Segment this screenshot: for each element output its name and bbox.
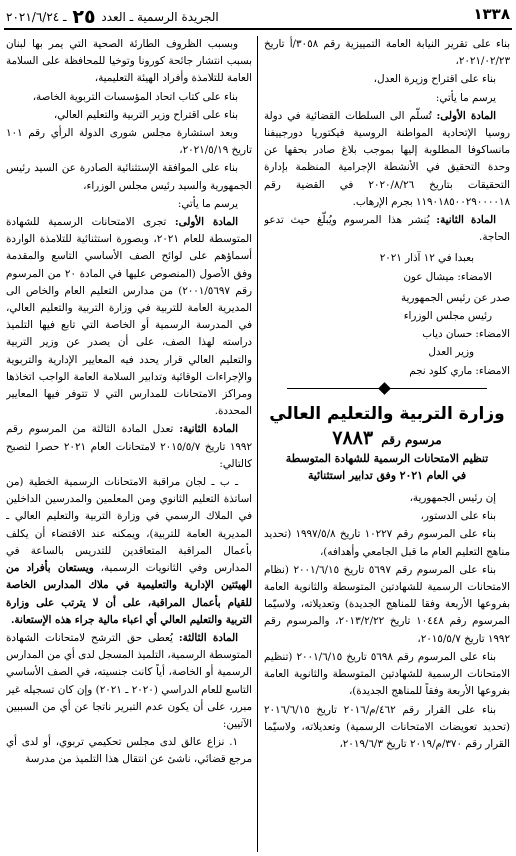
preamble-paragraph: بناء على المرسوم رقم ٥٦٩٧ تاريخ ٢٠٠١/٦/١٥ (نظام الامتحانات الرسمية للشهادتين المتوسطة والثانوية العامة بفروعها الأربعة وفقا للمناهج الجديدة) وتعديلاته، ولاسيّما المرسوم رقم ١٠٤٤٨ تاريخ ٢٠١٣/٢/٢٢، والمرسوم رقم ١٩٩٢ تاريخ ٢٠١٥/٥/٧، xyxy=(264,563,510,645)
gazette-prefix: الجريدة الرسمية ـ العدد xyxy=(101,10,219,24)
decree-number-heading xyxy=(264,428,510,450)
preamble-paragraph: بناء على الموافقة الإستثنائية الصادرة عن السيد رئيس الجمهورية والسيد رئيس مجلس الوزراء، xyxy=(6,162,252,192)
justice-minister-signature: الامضاء: ماري كلود نجم xyxy=(409,364,510,377)
intro-paragraph: بناء على تقرير النيابة العامة التمييزية رقم ٣٠٥٨/أ تاريخ ٢٠٢١/٠٢/٢٣، xyxy=(264,38,510,68)
preamble-paragraph: وبعد استشارة مجلس شورى الدولة الرأي رقم ١٠١ تاريخ ٢٠٢١/٥/١٩، xyxy=(6,127,252,157)
left-column xyxy=(6,36,252,852)
pm-signature: الامضاء: حسان دياب xyxy=(422,328,510,341)
ministry-heading: وزارة التربية والتعليم العالي xyxy=(269,404,505,425)
article-text: يُنشر هذا المرسوم ويُبلّغ حيث تدعو الحاجة. xyxy=(264,214,510,244)
issue-number: ٢٥ xyxy=(72,6,96,28)
article-text: تُسلّم الى السلطات القضائية في دولة روسيا الإتحادية المواطنة الروسية فيكتوريا دورجييفنا مانساكوفا المطلوبة إليها بموجب بلاغ صادر بحقها عن وحدة التحقيق في الأنشطة الإجرامية المنظمة بإدارة التحقيقات بتاريخ ٢٠٢٠/٨/٢٦ في القضية رقم ١١٩٠١٨٥٠٠٢٩٠٠٠٠١٨ بجرم الإرهاب. xyxy=(264,109,510,208)
article-label: المادة الأولى: xyxy=(436,109,496,122)
page-header xyxy=(0,0,516,30)
clause-amendment-text: ويستعان بأفراد من الهيئتين الإدارية والتعليمية في ملاك المدارس الخاصة للقيام بأعمال المراقبة، على أن لا يترتب على وزارة التربية والتعليم العالي أي اعباء مالية جراء هذه الإستعانة. xyxy=(6,562,252,626)
right-column xyxy=(264,36,510,852)
preamble-paragraph: بناء على المرسوم رقم ٥٦٩٨ تاريخ ٢٠٠١/٦/١٥ (تنظيم الامتحانات الرسمية للشهادتين المتوسطة والثانوية العامة بفروعها الأربعة وفقاً للمناهج الجديدة)، xyxy=(264,650,510,698)
issued-by: صدر عن رئيس الجمهورية xyxy=(400,291,510,304)
decrees-line: يرسم ما يأتي: xyxy=(435,91,496,104)
article-1 xyxy=(6,214,252,420)
article-text: تعدل المادة الثالثة من المرسوم رقم ١٩٩٢ تاريخ ٢٠١٥/٥/٧ لامتحانات العام ٢٠٢١ حصرا لتصبح كالتالي: xyxy=(6,423,252,470)
preamble-paragraph: بناء على المرسوم رقم ١٠٢٢٧ تاريخ ١٩٩٧/٥/٨ (تحديد مناهج التعليم العام ما قبل الجامعي وأهدافه)، xyxy=(264,528,510,558)
justice-minister-title: وزير العدل xyxy=(428,346,474,359)
article-2 xyxy=(6,421,252,473)
article-1 xyxy=(264,108,510,211)
preamble-paragraph: بناء على الدستور، xyxy=(420,510,496,523)
president-signature: الامضاء: ميشال عون xyxy=(403,270,492,283)
separator-ornament xyxy=(287,384,487,394)
sign-date: بعبدا في ١٢ آذار ٢٠٢١ xyxy=(379,252,474,265)
decree-number: ٧٨٨٣ xyxy=(332,427,374,450)
header-rule xyxy=(4,28,512,30)
decree-title: تنظيم الامتحانات الرسمية للشهادة المتوسطة xyxy=(285,452,489,466)
gazette-title xyxy=(6,6,219,28)
decree-label: مرسوم رقم xyxy=(381,433,442,448)
preamble-paragraph: بناء على كتاب اتحاد المؤسسات التربوية الخاصة، xyxy=(32,90,238,103)
decree-title: في العام ٢٠٢١ وفق تدابير استثنائية xyxy=(307,469,467,483)
preamble-paragraph: بناء على اقتراح وزير التربية والتعليم العالي، xyxy=(53,108,238,121)
article-2-clause-b xyxy=(6,474,252,629)
clause-text: ـ ب ـ لجان مراقبة الامتحانات الرسمية الخطية (من اساتذة التعليم الثانوي ومن المعلمين والمدرسين الداخلين في الملاك الرسمي في وزارة التربية والتعليم العالي ـ المديرية العامة للتربية)، ويمكنه عند الاقتضاء أن يكلف بأعمال المراقبة المتعاقدين للتدريس بالساعة في المدارس وفي الثانويات الرسمية، xyxy=(6,476,252,575)
gazette-date: ـ ٢٠٢١/٦/٢٤ xyxy=(6,10,67,24)
section-separator xyxy=(264,383,510,400)
article-label: المادة الأولى: xyxy=(174,216,238,229)
intro-paragraph: بناء على اقتراح وزيرة العدل، xyxy=(373,73,496,86)
pm-title: رئيس مجلس الوزراء xyxy=(403,310,492,323)
article-label: المادة الثانية: xyxy=(179,423,238,436)
decrees-line: يرسم ما يأتي: xyxy=(177,197,238,210)
article-text: تجرى الامتحانات الرسمية للشهادة المتوسطة للعام ٢٠٢١، وبصورة استثنائية للتلامذة الواردة أسماؤهم على لوائح الصف الأساسي التاسع والمقدمة وفق الأصول (المنصوص عليها في المادة ٢٠ من المرسوم رقم ٢٠٠١/٥٦٩٧) من مدارس التعليم العام والخاص الى المديرية العامة للتربية في وزارة التربية والتعليم العالي، في المدرسة الرسمية أو الخاصة التي تابع فيها التلميذ دراسته لهذا الصف، على أن يصدر عن وزير التربية والتعليم العالي قرار يحدد فيه المعايير الإدارية والتربوية والإجراءات الوقائية وتدابير السلامة العامة الواجب اتخاذها ومراكز الامتحانات للمدارس التي لا تتوفر فيها المعايير المحددة. xyxy=(6,216,252,418)
article-3-item-1: ١. نزاع عالق لدى مجلس تحكيمي تربوي، أو لدى أي مرجع قضائي، ناشئ عن انتقال هذا التلميذ من مدرسة xyxy=(6,736,252,766)
preamble-paragraph: إن رئيس الجمهورية، xyxy=(409,492,496,505)
article-label: المادة الثالثة: xyxy=(178,631,238,644)
article-3 xyxy=(6,630,252,733)
column-divider xyxy=(257,36,258,852)
page-number: ١٣٣٨ xyxy=(473,5,510,23)
article-label: المادة الثانية: xyxy=(436,214,496,227)
preamble-paragraph: وبسبب الظروف الطارئة الصحية التي يمر بها لبنان بسبب انتشار جائحة كورونا وتوخيا للمحافظة على السلامة العامة للتلامذة وأفراد الهيئة التعليمية، xyxy=(6,38,252,85)
article-2 xyxy=(264,212,510,246)
preamble-paragraph: بناء على القرار رقم ٤٦٢/م/٢٠١٦ تاريخ ٢٠١٦/٦/١٥ (تحديد تعويضات الامتحانات الرسمية) وتعديلاته، ولاسيّما القرار رقم ٣٧٠/م/٢٠١٩ تاريخ ٢٠١٩/٦/٣، xyxy=(264,703,510,750)
article-text: يُعطى حق الترشح لامتحانات الشهادة المتوسطة الرسمية، التلميذ المسجل لدى أي من المدارس الرسمية أو الخاصة، أياً كانت جنسيته، في الصف الأساسي التاسع للعام الدراسي (٢٠٢٠ ـ ٢٠٢١) وإن كان تسجيله غير مبرر، على أن يكون عدم التبرير ناتجا عن أي من السببين الآتيين: xyxy=(6,631,252,730)
